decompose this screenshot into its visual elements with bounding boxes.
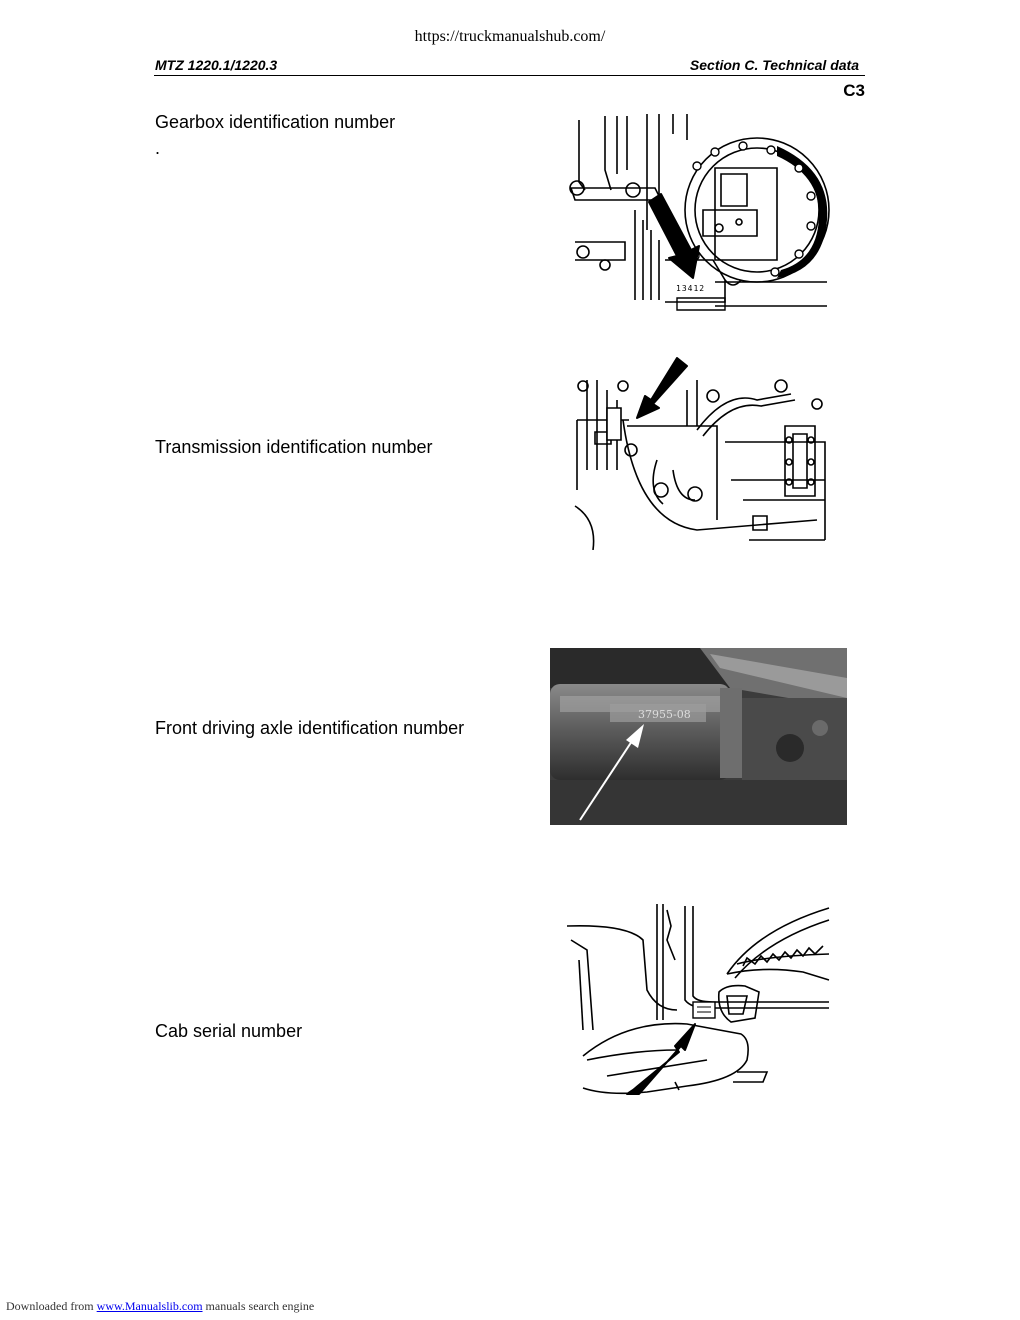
arrow-pointer-icon xyxy=(627,1024,695,1094)
transmission-caption: Transmission identification number xyxy=(155,437,433,457)
gearbox-diagram xyxy=(565,110,833,315)
cab-diagram xyxy=(567,900,835,1100)
source-url: https://truckmanualshub.com/ xyxy=(414,28,606,45)
manualslib-link[interactable]: www.Manualslib.com xyxy=(96,1299,203,1313)
footer-prefix: Downloaded from xyxy=(6,1299,94,1313)
transmission-diagram xyxy=(567,350,833,550)
arrow-pointer-icon xyxy=(649,194,699,278)
manual-model: MTZ 1220.1/1220.3 xyxy=(155,57,278,73)
front-axle-caption: Front driving axle identification number xyxy=(155,718,465,738)
header-rule xyxy=(154,75,865,76)
arrow-pointer-icon xyxy=(637,358,687,418)
cab-caption: Cab serial number xyxy=(155,1021,303,1041)
footer xyxy=(6,1299,314,1314)
gearbox-caption: Gearbox identification number xyxy=(155,112,396,132)
section-title: Section C. Technical data xyxy=(689,57,859,73)
front-axle-photo xyxy=(550,648,847,825)
footer-suffix: manuals search engine xyxy=(205,1299,315,1313)
gearbox-note: . xyxy=(155,138,161,158)
axle-plate-number: 37955-08 xyxy=(638,708,691,721)
gearbox-plate-number: 13412 xyxy=(676,284,706,293)
page-code: C3 xyxy=(843,81,865,100)
